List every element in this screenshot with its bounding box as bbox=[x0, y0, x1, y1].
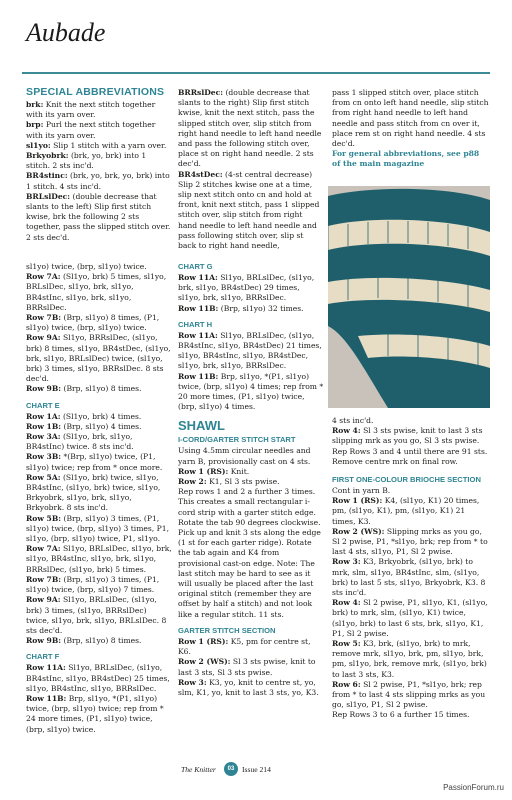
rows-top bbox=[26, 272, 172, 394]
entry-text: K3, brk, (sl1yo, brk) to mrk, remove mrk, sl1yo, brk, pm, sl1yo, brk, pm, sl1yo, brk, remove mrk, (sl1yo, brk) to last 3 sts, K3. bbox=[332, 639, 487, 679]
entry bbox=[26, 575, 172, 595]
abbreviations-heading: SPECIAL ABBREVIATIONS bbox=[26, 86, 165, 98]
entry-label: Row 3A: bbox=[26, 432, 61, 442]
sts-inc-line: 4 sts inc'd. bbox=[332, 416, 374, 425]
row-text: Sl 3 sts pwise, knit to last 3 sts slipping mrk as you go, Sl 3 sts pwise. bbox=[332, 426, 483, 446]
chart-h-heading: CHART H bbox=[178, 319, 213, 329]
entry-label: Row 2: bbox=[178, 477, 207, 487]
shawl-heading: SHAWL bbox=[178, 418, 225, 434]
entry-label: Row 4: bbox=[332, 598, 361, 608]
entry-text: K1, Sl 3 sts pwise. bbox=[206, 477, 280, 487]
entry-text: Sl1yo, BRLslDec, (sl1yo, BR4stInc, sl1yo, BR4stDec) 21 times, sl1yo, BR4stInc, sl1yo, BR4stDec, sl1yo, brk, sl1yo, BRRslDec. bbox=[178, 330, 322, 371]
entry-label: Row 1 (RS): bbox=[178, 636, 229, 646]
garter-rows bbox=[178, 637, 324, 698]
entry bbox=[26, 171, 172, 191]
entry-text: (Sl1yo, brk) twice, sl1yo, BR4stInc, (sl1yo, brk) twice, sl1yo, Brkyobrk, sl1yo, brk, sl1yo, Brkyobrk. 8 sts inc'd. bbox=[26, 472, 161, 513]
entry-text: (double decrease that slants to the right) Slip first stitch kwise, knit the next stitch, pass the slipped stitch over, slip stitch from right hand needle to left hand needle and pass the following stitch over, place st on right hand needle. 2 sts dec'd. bbox=[178, 88, 322, 169]
entry-text: Knit. bbox=[228, 466, 250, 476]
publication-name: The Knitter bbox=[181, 765, 216, 774]
entry-text: Brp, sl1yo, *(P1, sl1yo) twice, (brp, sl1yo) 4 times; rep from * 20 more times, (P1, sl1yo) twice, (brp, sl1yo) 4 times. bbox=[178, 371, 324, 412]
icord-intro: Using 4.5mm circular needles and yarn B, provisionally cast on 4 sts. bbox=[178, 446, 311, 466]
entry bbox=[26, 313, 172, 333]
entry-label: Row 3: bbox=[332, 557, 361, 567]
entry-text: Purl the next stitch together with its yarn over. bbox=[26, 120, 156, 140]
entry bbox=[26, 333, 172, 384]
abbreviations-column-1 bbox=[26, 86, 172, 243]
entry bbox=[178, 331, 324, 372]
entry-text: Slip 1 stitch with a yarn over. bbox=[50, 140, 167, 150]
shawl-photo bbox=[328, 186, 490, 408]
watermark: PassionForum.ru bbox=[443, 783, 504, 792]
entry bbox=[26, 663, 172, 694]
entry bbox=[26, 272, 172, 313]
entry-label: sl1yo: bbox=[26, 140, 51, 150]
entry-text: (brk, yo, brk, yo, brk) into 1 stitch. 4 sts inc'd. bbox=[26, 171, 170, 191]
entry bbox=[26, 636, 172, 646]
page-number-badge: 03 bbox=[224, 762, 238, 776]
chart-f-heading: CHART F bbox=[26, 652, 60, 662]
header-separator bbox=[22, 72, 490, 74]
abbreviations-column-2 bbox=[178, 88, 324, 251]
entry bbox=[332, 527, 490, 558]
entry-text: K3, Brkyobrk, (sl1yo, brk) to mrk, slm, sl1yo, BR4stInc, slm, (sl1yo, brk) to last 5 sts, sl1yo, Brkyobrk, K3. 8 sts inc'd. bbox=[332, 557, 486, 598]
abbreviations-column-3 bbox=[332, 88, 490, 170]
entry-label: Row 11B: bbox=[26, 693, 67, 703]
brioche-heading: FIRST ONE-COLOUR BRIOCHE SECTION bbox=[332, 475, 481, 485]
entry-text: K5, pm for centre st, K6. bbox=[178, 636, 311, 657]
garter-heading: GARTER STITCH SECTION bbox=[178, 625, 276, 635]
abbrev-list-1 bbox=[26, 100, 172, 243]
entry bbox=[26, 514, 172, 545]
entry bbox=[178, 657, 324, 677]
entry-text: Knit the next stitch together with its yarn over. bbox=[26, 100, 156, 120]
entry-text: (Brp, sl1yo) 3 times, (P1, sl1yo) twice, (brp, sl1yo) 7 times. bbox=[26, 574, 160, 595]
entry-label: Row 9B: bbox=[26, 384, 62, 394]
entry-text: (double decrease that slants to the left) Slip first stitch kwise, brk the following 2 sts together, pass the slipped stitch over. 2 sts dec'd. bbox=[26, 191, 171, 242]
brioche-intro: Cont in yarn B. bbox=[332, 486, 391, 496]
entry-text: (Sl1yo, brk) 4 times. bbox=[60, 411, 142, 421]
entry bbox=[26, 384, 172, 394]
entry-text: Slipping mrks as you go, Sl 2 pwise, P1, *sl1yo, brk; rep from * to last 4 sts, sl1yo, P1, Sl 2 pwise. bbox=[332, 526, 488, 557]
entry-text: (Brp, sl1yo) 3 times, (P1, sl1yo) twice, (brp, sl1yo) 3 times, P1, sl1yo, (brp, sl1yo) twice, P1, sl1yo. bbox=[26, 513, 169, 544]
entry bbox=[26, 595, 172, 636]
general-abbreviations-note: For general abbreviations, see p88 of the main magazine bbox=[332, 149, 480, 169]
entry-label: Row 11B: bbox=[178, 371, 219, 381]
lead-line: sl1yo) twice, (brp, sl1yo) twice. bbox=[26, 262, 147, 271]
entry bbox=[26, 544, 172, 575]
chart-g-rows bbox=[178, 273, 324, 314]
entry bbox=[26, 192, 172, 243]
chart-e-rows bbox=[26, 412, 172, 647]
entry-label: Row 6: bbox=[332, 679, 361, 689]
chart-e-heading: CHART E bbox=[26, 400, 60, 410]
entry-text: Sl1yo, BRLslDec, sl1yo, brk, sl1yo, BR4stInc, sl1yo, brk, sl1yo, BRRslDec, (sl1yo, brk) 5 times. bbox=[26, 544, 172, 574]
chart-f-rows bbox=[26, 663, 172, 734]
entry-text: Sl1yo, BRLslDec, (sl1yo, brk) 3 times, (sl1yo, BRRslDec) twice, sl1yo, brk, sl1yo, BRLslDec. 8 sts dec'd. bbox=[26, 595, 167, 635]
chart-g-heading: CHART G bbox=[178, 262, 213, 271]
entry-label: Row 2 (WS): bbox=[178, 657, 231, 667]
entry bbox=[178, 372, 324, 413]
entry-label: Brkyobrk: bbox=[26, 151, 69, 161]
entry-text: K4, (sl1yo, K1) 20 times, pm, (sl1yo, K1), pm, (sl1yo, K1) 21 times, K3. bbox=[332, 496, 480, 526]
entry-label: BRLslDec: bbox=[26, 191, 71, 201]
entry bbox=[332, 496, 490, 527]
entry bbox=[332, 598, 490, 639]
icord-body: Rep rows 1 and 2 a further 3 times. This creates a small rectangular i-cord strip with a garter stitch edge. Rotate the tab 90 degrees clockwise. Pick up and knit 3 sts along the edge (1 st for each garter ridge). Rotate the tab again and K4 from provisional cast-on edge. Note: The last stitch may be hard to see as it will usually be placed after the last original stitch (remember they are offset by half a stitch) and not look like a regular stitch. 11 sts. bbox=[178, 487, 321, 619]
icord-heading: I-CORD/GARTER STITCH START bbox=[178, 435, 296, 445]
entry-text: (Brp, sl1yo) 8 times. bbox=[61, 636, 142, 646]
entry bbox=[26, 694, 172, 735]
entry bbox=[178, 273, 324, 304]
shawl-illustration bbox=[328, 186, 490, 408]
brioche-rows bbox=[332, 496, 490, 710]
entry bbox=[26, 412, 172, 422]
entry-label: Row 1 (RS): bbox=[178, 466, 229, 476]
entry bbox=[26, 473, 172, 514]
entry-label: brp: bbox=[26, 120, 44, 130]
entry-label: Row 1B: bbox=[26, 421, 62, 431]
entry bbox=[178, 304, 324, 314]
lower-column-1 bbox=[26, 262, 172, 735]
row-label: Row 4: bbox=[332, 426, 361, 436]
row-4 bbox=[332, 426, 490, 446]
entry bbox=[332, 557, 490, 598]
entry-label: Row 11A: bbox=[178, 273, 218, 282]
entry-text: (Brp, sl1yo) 8 times, (P1, sl1yo) twice, (brp, sl1yo) twice. bbox=[26, 313, 160, 333]
entry-label: Row 5: bbox=[332, 639, 361, 649]
entry-text: (Brp, sl1yo) 8 times. bbox=[61, 384, 142, 394]
entry-label: Row 2 (WS): bbox=[332, 526, 385, 536]
entry-label: Row 9B: bbox=[26, 636, 62, 646]
entry-text: Sl1yo, BRLslDec, (sl1yo, brk, sl1yo, BR4stDec) 29 times, sl1yo, brk, sl1yo, BRRslDec. bbox=[178, 273, 315, 303]
entry-label: BR4stinc: bbox=[26, 171, 68, 181]
entry-text: Sl 2 pwise, P1, *sl1yo, brk; rep from * to last 4 sts slipping mrks as you go, sl1yo, P1, Sl 2 pwise. bbox=[332, 679, 486, 710]
page-footer bbox=[0, 762, 512, 780]
entry-text: (Sl1yo, brk, sl1yo, BR4stInc) twice. 8 sts inc'd. bbox=[26, 432, 134, 452]
entry-text: (Brp, sl1yo) 32 times. bbox=[218, 303, 304, 313]
entry bbox=[178, 467, 324, 477]
entry-label: Row 11A: bbox=[178, 330, 218, 340]
entry bbox=[178, 637, 324, 657]
entry-label: Row 7B: bbox=[26, 574, 62, 584]
repeat-note: Rep Rows 3 and 4 until there are 91 sts. Remove centre mrk on final row. bbox=[332, 446, 488, 466]
entry bbox=[26, 432, 172, 452]
entry bbox=[178, 477, 324, 487]
icord-rows bbox=[178, 467, 324, 487]
entry-label: Row 5B: bbox=[26, 513, 62, 523]
entry-label: BRRslDec: bbox=[178, 88, 224, 97]
entry-text: (4-st central decrease) Slip 2 stitches kwise one at a time, slip next stitch onto cn and hold at front, knit next stitch, pass 1 slipped stitch over, slip stitch from right hand needle to left hand needle and pass following stitch over, slip st back to right hand needle, bbox=[178, 169, 320, 251]
entry-label: Row 11B: bbox=[178, 303, 219, 313]
entry-label: Row 7A: bbox=[26, 272, 61, 282]
entry-text: Brp, sl1yo, *(P1, sl1yo) twice, (brp, sl1yo) twice; rep from * 24 more times, (P1, sl1yo) twice, (brp, sl1yo) twice. bbox=[26, 693, 164, 734]
entry bbox=[26, 141, 172, 151]
entry-label: Row 1 (RS): bbox=[332, 496, 383, 506]
brioche-final: Rep Rows 3 to 6 a further 15 times. bbox=[332, 710, 470, 720]
entry bbox=[332, 680, 490, 711]
abbrev-continuation: pass 1 slipped stitch over, place stitch from cn onto left hand needle, slip stitch from right hand needle to left hand needle and pass stitch from cn over it, place rem st on right hand needle. 4 sts dec'd. bbox=[332, 88, 489, 149]
entry bbox=[178, 678, 324, 698]
entry bbox=[332, 639, 490, 680]
entry-label: BR4stDec: bbox=[178, 169, 223, 179]
entry bbox=[26, 100, 172, 120]
entry-label: Row 5A: bbox=[26, 472, 61, 482]
entry bbox=[178, 170, 324, 252]
entry-text: *(Brp, sl1yo) twice, (P1, sl1yo) twice; rep from * once more. bbox=[26, 452, 163, 472]
entry-label: Row 9A: bbox=[26, 333, 61, 343]
page-title: Aubade bbox=[26, 18, 106, 47]
entry-text: Sl1yo, BRRslDec, (sl1yo, brk) 8 times, sl1yo, BR4stDec, (sl1yo, brk, sl1yo, BRLslDec) twice, (sl1yo, brk) 3 times, sl1yo, BRRslDec. 8 sts dec'd. bbox=[26, 333, 171, 384]
issue-number: Issue 214 bbox=[242, 765, 271, 774]
entry-label: Row 3: bbox=[178, 677, 207, 687]
entry-label: Row 9A: bbox=[26, 595, 61, 605]
lower-column-2 bbox=[178, 262, 324, 698]
entry-label: Row 7A: bbox=[26, 544, 61, 554]
entry-label: Row 11A: bbox=[26, 663, 66, 673]
entry-label: brk: bbox=[26, 100, 44, 109]
entry bbox=[26, 151, 172, 171]
entry-label: Row 1A: bbox=[26, 411, 61, 421]
entry-text: K3, yo, knit to centre st, yo, slm, K1, yo, knit to last 3 sts, yo, K3. bbox=[178, 677, 319, 697]
entry bbox=[26, 422, 172, 432]
entry bbox=[26, 452, 172, 472]
entry-label: Row 7B: bbox=[26, 313, 62, 323]
entry-text: Sl1yo, BRLslDec, (sl1yo, BR4stInc, sl1yo, BR4stDec) 25 times, sl1yo, BR4stInc, sl1yo, BRRslDec. bbox=[26, 663, 170, 693]
entry-text: (Brp, sl1yo) 4 times. bbox=[61, 421, 142, 431]
chart-h-rows bbox=[178, 331, 324, 413]
entry-label: Row 3B: bbox=[26, 452, 62, 462]
abbrev-list-2 bbox=[178, 88, 324, 251]
entry-text: Sl 3 sts pwise, knit to last 3 sts, Sl 3 sts pwise. bbox=[178, 657, 316, 677]
entry bbox=[26, 120, 172, 140]
entry-text: (brk, yo, brk) into 1 stitch. 2 sts inc'd. bbox=[26, 151, 147, 171]
entry-text: (Sl1yo, brk) 5 times, sl1yo, BRLslDec, sl1yo, brk, sl1yo, BR4stInc, sl1yo, brk, sl1yo, BRRslDec. bbox=[26, 272, 167, 312]
entry bbox=[178, 88, 324, 170]
entry-text: Sl 2 pwise, P1, sl1yo, K1, (sl1yo, brk) to mrk, slm, (sl1yo, K1) twice, (sl1yo, brk) to last 6 sts, brk, sl1yo, K1, P1, Sl 2 pwise. bbox=[332, 598, 488, 638]
lower-column-3 bbox=[332, 416, 490, 721]
